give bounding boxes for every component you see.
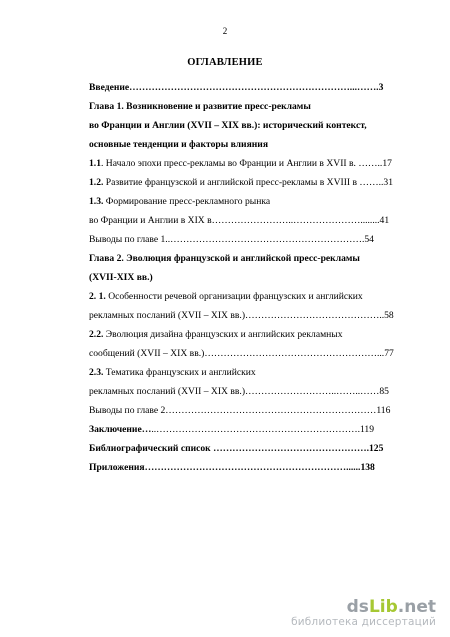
page-number: 2 (222, 26, 228, 36)
toc-text: Выводы по главе 1..…………………………………………………….54 (89, 234, 374, 245)
toc-entry-bibliography (89, 439, 429, 458)
toc-bold-text: во Франции и Англии (XVII – XIX вв.): исторический контекст, (89, 120, 367, 131)
watermark-logo (291, 598, 436, 616)
toc-entry-2-2 (89, 325, 429, 344)
toc-entry-1-2 (89, 173, 429, 192)
toc-entry-conclusion (89, 420, 429, 439)
toc-bold-text: Заключение… (89, 424, 152, 435)
toc-bold-text: 1.1 (89, 158, 101, 169)
toc-entry-1-3-cont (89, 211, 429, 230)
toc-bold-text: Глава 1. Возникновение и развитие пресс-рекламы (89, 101, 311, 112)
toc-text: Выводы по главе 2…………………………………………………………116 (89, 405, 391, 416)
toc-entry-appendices (89, 458, 429, 477)
toc-text: . Начало эпохи пресс-рекламы во Франции и Англии в XVII в. ……..17 (101, 158, 392, 169)
toc-bold-text: Библиографический список ………………………………………….125 (89, 443, 384, 454)
toc-bold-text: основные тенденции и факторы влияния (89, 139, 269, 150)
toc-entry-conclusions-2 (89, 401, 429, 420)
toc-text: Особенности речевой организации французских и английских (105, 291, 363, 302)
toc-entry-conclusions-1 (89, 230, 429, 249)
table-of-contents (89, 78, 429, 477)
toc-entry-1-1 (89, 154, 429, 173)
watermark-logo-lib: Lib (368, 597, 398, 617)
page-title: ОГЛАВЛЕНИЕ (187, 57, 263, 68)
toc-text: Тематика французских и английских (103, 367, 256, 378)
watermark-logo-ds: ds (346, 597, 369, 617)
toc-text: рекламных посланий (XVII – XIX вв.)………………………..……..……85 (89, 386, 389, 397)
toc-text: сообщений (XVII – XIX вв.)………………………………………………...77 (89, 348, 394, 359)
toc-text: Формирование пресс-рекламного рынка (103, 196, 271, 207)
toc-bold-text: 2. 1. (89, 291, 106, 302)
toc-text: Эволюция дизайна французских и английских рекламных (103, 329, 343, 340)
toc-entry-chapter-2-title-cont (89, 268, 429, 287)
toc-entry-chapter-1-title-end (89, 135, 429, 154)
toc-entry-chapter-1-title-cont (89, 116, 429, 135)
toc-entry-chapter-1-title (89, 97, 429, 116)
toc-bold-text: Приложения………………………………………………………......138 (89, 462, 375, 473)
toc-bold-text: 1.2. (89, 177, 104, 188)
watermark-logo-net: .net (397, 597, 436, 617)
toc-entry-1-3 (89, 192, 429, 211)
toc-text: ..……………………………………………………….119 (151, 424, 375, 435)
toc-text: во Франции и Англии в XIX в……………………..…………………........41 (89, 215, 390, 226)
toc-entry-chapter-2-title (89, 249, 429, 268)
toc-entry-2-3-cont (89, 382, 429, 401)
toc-bold-text: (XVII-XIX вв.) (89, 272, 153, 283)
toc-entry-2-3 (89, 363, 429, 382)
watermark-subtitle: библиотека диссертаций (291, 616, 436, 628)
toc-entry-introduction (89, 78, 429, 97)
toc-bold-text: 2.2. (89, 329, 104, 340)
toc-entry-2-1 (89, 287, 429, 306)
toc-entry-2-2-cont (89, 344, 429, 363)
watermark (291, 598, 436, 629)
toc-bold-text: 2.3. (89, 367, 104, 378)
toc-entry-2-1-cont (89, 306, 429, 325)
toc-text: Развитие французской и английской пресс-рекламы в XVIII в ……..31 (103, 177, 393, 188)
toc-bold-text: Глава 2. Эволюция французской и английской пресс-рекламы (89, 253, 360, 264)
toc-text: рекламных посланий (XVII – XIX вв.)……………………………………..58 (89, 310, 394, 321)
toc-bold-text: 1.3. (89, 196, 104, 207)
toc-bold-text: Введение……………………………………………………………...…….3 (89, 82, 384, 93)
